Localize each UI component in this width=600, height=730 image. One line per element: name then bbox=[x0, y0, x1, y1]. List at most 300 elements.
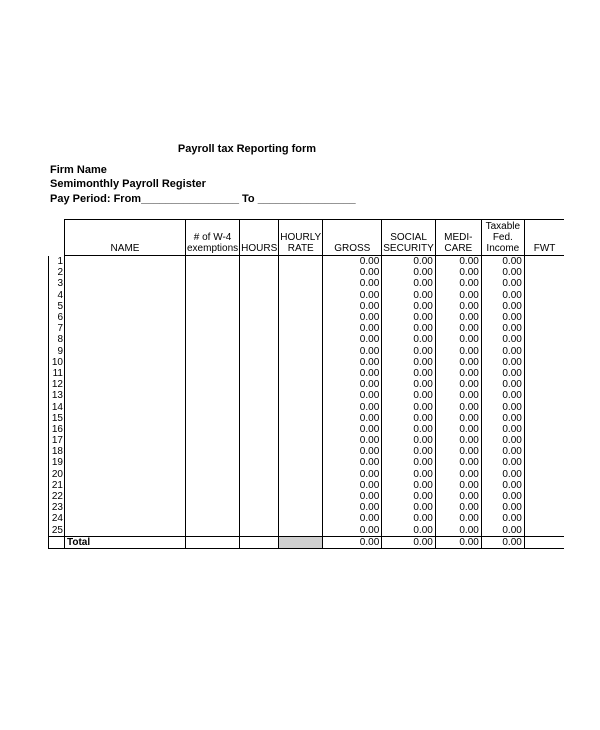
name-column-header: NAME bbox=[65, 220, 186, 256]
hours-cell[interactable] bbox=[240, 256, 279, 268]
hourly-rate-cell[interactable] bbox=[279, 413, 323, 424]
fwt-cell[interactable] bbox=[524, 491, 564, 502]
gross-cell: 0.00 bbox=[323, 502, 382, 513]
medicare-cell: 0.00 bbox=[435, 469, 481, 480]
w4-exemptions-column-header: # of W-4 exemptions bbox=[186, 220, 240, 256]
row-number-header bbox=[49, 220, 65, 256]
medicare-cell: 0.00 bbox=[435, 401, 481, 412]
gross-cell: 0.00 bbox=[323, 513, 382, 524]
table-row bbox=[49, 424, 565, 435]
w4-exemptions-cell[interactable] bbox=[186, 357, 240, 368]
fwt-cell[interactable] bbox=[524, 334, 564, 345]
row-number: 7 bbox=[49, 323, 65, 334]
hours-cell[interactable] bbox=[240, 312, 279, 323]
row-number: 8 bbox=[49, 334, 65, 345]
name-cell[interactable] bbox=[65, 413, 186, 424]
name-cell[interactable] bbox=[65, 424, 186, 435]
table-row bbox=[49, 413, 565, 424]
medicare-cell: 0.00 bbox=[435, 368, 481, 379]
gross-column-header: GROSS bbox=[323, 220, 382, 256]
row-number: 15 bbox=[49, 413, 65, 424]
gross-cell: 0.00 bbox=[323, 379, 382, 390]
hours-cell[interactable] bbox=[240, 435, 279, 446]
w4-exemptions-cell[interactable] bbox=[186, 457, 240, 468]
gross-cell: 0.00 bbox=[323, 401, 382, 412]
hours-cell[interactable] bbox=[240, 491, 279, 502]
gross-cell: 0.00 bbox=[323, 312, 382, 323]
table-row bbox=[49, 401, 565, 412]
hourly-rate-cell[interactable] bbox=[279, 346, 323, 357]
total-label: Total bbox=[65, 536, 186, 548]
taxable-fed-income-cell: 0.00 bbox=[481, 513, 524, 524]
hours-cell[interactable] bbox=[240, 390, 279, 401]
hourly-rate-cell[interactable] bbox=[279, 290, 323, 301]
taxable-fed-income-cell: 0.00 bbox=[481, 312, 524, 323]
hours-cell[interactable] bbox=[240, 278, 279, 289]
table-row bbox=[49, 256, 565, 268]
table-row bbox=[49, 346, 565, 357]
name-cell[interactable] bbox=[65, 256, 186, 268]
taxable-fed-income-cell: 0.00 bbox=[481, 446, 524, 457]
fwt-cell[interactable] bbox=[524, 379, 564, 390]
table-row bbox=[49, 491, 565, 502]
medicare-cell: 0.00 bbox=[435, 424, 481, 435]
gross-cell: 0.00 bbox=[323, 424, 382, 435]
w4-exemptions-cell[interactable] bbox=[186, 368, 240, 379]
taxable-fed-income-cell: 0.00 bbox=[481, 424, 524, 435]
name-cell[interactable] bbox=[65, 368, 186, 379]
name-cell[interactable] bbox=[65, 469, 186, 480]
social-security-cell: 0.00 bbox=[382, 457, 436, 468]
name-cell[interactable] bbox=[65, 480, 186, 491]
social-security-cell: 0.00 bbox=[382, 334, 436, 345]
fwt-cell[interactable] bbox=[524, 357, 564, 368]
hourly-rate-cell[interactable] bbox=[279, 502, 323, 513]
social-security-cell: 0.00 bbox=[382, 446, 436, 457]
medicare-cell: 0.00 bbox=[435, 256, 481, 268]
gross-cell: 0.00 bbox=[323, 301, 382, 312]
hours-cell[interactable] bbox=[240, 513, 279, 524]
social-security-cell: 0.00 bbox=[382, 301, 436, 312]
hours-cell[interactable] bbox=[240, 301, 279, 312]
fwt-cell[interactable] bbox=[524, 256, 564, 268]
fwt-cell[interactable] bbox=[524, 513, 564, 524]
w4-exemptions-cell[interactable] bbox=[186, 491, 240, 502]
medicare-cell: 0.00 bbox=[435, 390, 481, 401]
medicare-cell: 0.00 bbox=[435, 379, 481, 390]
medicare-cell: 0.00 bbox=[435, 290, 481, 301]
name-cell[interactable] bbox=[65, 435, 186, 446]
taxable-fed-income-cell: 0.00 bbox=[481, 401, 524, 412]
row-number: 10 bbox=[49, 357, 65, 368]
w4-exemptions-cell[interactable] bbox=[186, 401, 240, 412]
taxable-fed-income-cell: 0.00 bbox=[481, 469, 524, 480]
w4-exemptions-cell[interactable] bbox=[186, 323, 240, 334]
name-cell[interactable] bbox=[65, 267, 186, 278]
social-security-cell: 0.00 bbox=[382, 379, 436, 390]
row-number: 12 bbox=[49, 379, 65, 390]
payroll-register-table bbox=[48, 219, 564, 549]
fwt-column-header: FWT bbox=[524, 220, 564, 256]
social-security-cell: 0.00 bbox=[382, 491, 436, 502]
w4-exemptions-cell[interactable] bbox=[186, 435, 240, 446]
medicare-cell: 0.00 bbox=[435, 357, 481, 368]
w4-exemptions-cell[interactable] bbox=[186, 312, 240, 323]
gross-cell: 0.00 bbox=[323, 469, 382, 480]
taxable-fed-income-cell: 0.00 bbox=[481, 390, 524, 401]
gross-cell: 0.00 bbox=[323, 435, 382, 446]
total-row bbox=[49, 536, 565, 548]
hours-cell[interactable] bbox=[240, 368, 279, 379]
name-cell[interactable] bbox=[65, 301, 186, 312]
name-cell[interactable] bbox=[65, 323, 186, 334]
w4-exemptions-cell[interactable] bbox=[186, 390, 240, 401]
hours-cell[interactable] bbox=[240, 424, 279, 435]
fwt-cell[interactable] bbox=[524, 457, 564, 468]
social-security-cell: 0.00 bbox=[382, 368, 436, 379]
fwt-cell[interactable] bbox=[524, 278, 564, 289]
gross-cell: 0.00 bbox=[323, 334, 382, 345]
table-row bbox=[49, 278, 565, 289]
hourly-rate-cell[interactable] bbox=[279, 457, 323, 468]
medicare-cell: 0.00 bbox=[435, 334, 481, 345]
table-row bbox=[49, 525, 565, 537]
gross-cell: 0.00 bbox=[323, 346, 382, 357]
taxable-fed-income-cell: 0.00 bbox=[481, 413, 524, 424]
taxable-fed-income-cell: 0.00 bbox=[481, 480, 524, 491]
hourly-rate-cell[interactable] bbox=[279, 491, 323, 502]
table-row bbox=[49, 379, 565, 390]
hours-cell[interactable] bbox=[240, 346, 279, 357]
table-row bbox=[49, 323, 565, 334]
taxable-fed-income-cell: 0.00 bbox=[481, 379, 524, 390]
hours-cell[interactable] bbox=[240, 401, 279, 412]
hourly-rate-cell[interactable] bbox=[279, 256, 323, 268]
medicare-cell: 0.00 bbox=[435, 502, 481, 513]
name-cell[interactable] bbox=[65, 513, 186, 524]
table-row bbox=[49, 480, 565, 491]
table-row bbox=[49, 502, 565, 513]
medicare-cell: 0.00 bbox=[435, 267, 481, 278]
name-cell[interactable] bbox=[65, 290, 186, 301]
social-security-cell: 0.00 bbox=[382, 390, 436, 401]
gross-cell: 0.00 bbox=[323, 256, 382, 268]
social-security-column-header: SOCIAL SECURITY bbox=[382, 220, 436, 256]
social-security-cell: 0.00 bbox=[382, 525, 436, 537]
hours-cell[interactable] bbox=[240, 525, 279, 537]
taxable-fed-income-column-header: Taxable Fed. Income bbox=[481, 220, 524, 256]
fwt-cell[interactable] bbox=[524, 267, 564, 278]
w4-exemptions-cell[interactable] bbox=[186, 278, 240, 289]
total-row-number bbox=[49, 536, 65, 548]
total-fwt bbox=[524, 536, 564, 548]
row-number: 21 bbox=[49, 480, 65, 491]
w4-exemptions-cell[interactable] bbox=[186, 334, 240, 345]
hours-cell[interactable] bbox=[240, 457, 279, 468]
row-number: 1 bbox=[49, 256, 65, 268]
total-w4-cell bbox=[186, 536, 240, 548]
medicare-cell: 0.00 bbox=[435, 491, 481, 502]
hourly-rate-cell[interactable] bbox=[279, 401, 323, 412]
hourly-rate-cell[interactable] bbox=[279, 368, 323, 379]
hourly-rate-cell[interactable] bbox=[279, 379, 323, 390]
total-rate-shaded-cell bbox=[279, 536, 323, 548]
medicare-cell: 0.00 bbox=[435, 513, 481, 524]
row-number: 17 bbox=[49, 435, 65, 446]
name-cell[interactable] bbox=[65, 278, 186, 289]
row-number: 3 bbox=[49, 278, 65, 289]
table-row bbox=[49, 290, 565, 301]
hours-cell[interactable] bbox=[240, 469, 279, 480]
table-row bbox=[49, 368, 565, 379]
row-number: 25 bbox=[49, 525, 65, 537]
w4-exemptions-cell[interactable] bbox=[186, 525, 240, 537]
taxable-fed-income-cell: 0.00 bbox=[481, 368, 524, 379]
row-number: 18 bbox=[49, 446, 65, 457]
taxable-fed-income-cell: 0.00 bbox=[481, 256, 524, 268]
row-number: 20 bbox=[49, 469, 65, 480]
taxable-fed-income-cell: 0.00 bbox=[481, 267, 524, 278]
gross-cell: 0.00 bbox=[323, 278, 382, 289]
social-security-cell: 0.00 bbox=[382, 413, 436, 424]
pay-period-line: Pay Period: From________________ To ________________ bbox=[50, 193, 356, 205]
form-title: Payroll tax Reporting form bbox=[177, 143, 317, 155]
hours-cell[interactable] bbox=[240, 446, 279, 457]
fwt-cell[interactable] bbox=[524, 525, 564, 537]
table-row bbox=[49, 390, 565, 401]
name-cell[interactable] bbox=[65, 457, 186, 468]
name-cell[interactable] bbox=[65, 401, 186, 412]
fwt-cell[interactable] bbox=[524, 413, 564, 424]
gross-cell: 0.00 bbox=[323, 390, 382, 401]
total-hours-cell bbox=[240, 536, 279, 548]
hourly-rate-cell[interactable] bbox=[279, 513, 323, 524]
w4-exemptions-cell[interactable] bbox=[186, 424, 240, 435]
fwt-cell[interactable] bbox=[524, 323, 564, 334]
fwt-cell[interactable] bbox=[524, 469, 564, 480]
name-cell[interactable] bbox=[65, 491, 186, 502]
firm-name-label: Firm Name bbox=[50, 164, 107, 176]
table-header-row bbox=[49, 220, 565, 256]
social-security-cell: 0.00 bbox=[382, 312, 436, 323]
hourly-rate-cell[interactable] bbox=[279, 525, 323, 537]
medicare-cell: 0.00 bbox=[435, 525, 481, 537]
hourly-rate-cell[interactable] bbox=[279, 278, 323, 289]
w4-exemptions-cell[interactable] bbox=[186, 513, 240, 524]
gross-cell: 0.00 bbox=[323, 357, 382, 368]
medicare-cell: 0.00 bbox=[435, 457, 481, 468]
fwt-cell[interactable] bbox=[524, 502, 564, 513]
table-row bbox=[49, 446, 565, 457]
social-security-cell: 0.00 bbox=[382, 435, 436, 446]
row-number: 2 bbox=[49, 267, 65, 278]
name-cell[interactable] bbox=[65, 390, 186, 401]
hourly-rate-cell[interactable] bbox=[279, 480, 323, 491]
medicare-cell: 0.00 bbox=[435, 435, 481, 446]
gross-cell: 0.00 bbox=[323, 446, 382, 457]
hourly-rate-cell[interactable] bbox=[279, 435, 323, 446]
taxable-fed-income-cell: 0.00 bbox=[481, 502, 524, 513]
row-number: 19 bbox=[49, 457, 65, 468]
table-row bbox=[49, 301, 565, 312]
register-label: Semimonthly Payroll Register bbox=[50, 178, 206, 190]
fwt-cell[interactable] bbox=[524, 368, 564, 379]
table-row bbox=[49, 457, 565, 468]
social-security-cell: 0.00 bbox=[382, 290, 436, 301]
social-security-cell: 0.00 bbox=[382, 256, 436, 268]
row-number: 6 bbox=[49, 312, 65, 323]
row-number: 9 bbox=[49, 346, 65, 357]
hourly-rate-cell[interactable] bbox=[279, 469, 323, 480]
taxable-fed-income-cell: 0.00 bbox=[481, 491, 524, 502]
table-row bbox=[49, 513, 565, 524]
w4-exemptions-cell[interactable] bbox=[186, 256, 240, 268]
hourly-rate-cell[interactable] bbox=[279, 446, 323, 457]
total-medicare: 0.00 bbox=[435, 536, 481, 548]
hourly-rate-column-header: HOURLY RATE bbox=[279, 220, 323, 256]
gross-cell: 0.00 bbox=[323, 525, 382, 537]
gross-cell: 0.00 bbox=[323, 480, 382, 491]
name-cell[interactable] bbox=[65, 379, 186, 390]
hourly-rate-cell[interactable] bbox=[279, 312, 323, 323]
fwt-cell[interactable] bbox=[524, 401, 564, 412]
w4-exemptions-cell[interactable] bbox=[186, 446, 240, 457]
hourly-rate-cell[interactable] bbox=[279, 390, 323, 401]
row-number: 23 bbox=[49, 502, 65, 513]
name-cell[interactable] bbox=[65, 312, 186, 323]
w4-exemptions-cell[interactable] bbox=[186, 346, 240, 357]
gross-cell: 0.00 bbox=[323, 323, 382, 334]
medicare-cell: 0.00 bbox=[435, 413, 481, 424]
taxable-fed-income-cell: 0.00 bbox=[481, 346, 524, 357]
w4-exemptions-cell[interactable] bbox=[186, 290, 240, 301]
row-number: 22 bbox=[49, 491, 65, 502]
social-security-cell: 0.00 bbox=[382, 323, 436, 334]
row-number: 11 bbox=[49, 368, 65, 379]
gross-cell: 0.00 bbox=[323, 368, 382, 379]
medicare-cell: 0.00 bbox=[435, 323, 481, 334]
total-gross: 0.00 bbox=[323, 536, 382, 548]
taxable-fed-income-cell: 0.00 bbox=[481, 435, 524, 446]
taxable-fed-income-cell: 0.00 bbox=[481, 278, 524, 289]
row-number: 13 bbox=[49, 390, 65, 401]
taxable-fed-income-cell: 0.00 bbox=[481, 301, 524, 312]
social-security-cell: 0.00 bbox=[382, 480, 436, 491]
fwt-cell[interactable] bbox=[524, 424, 564, 435]
table-row bbox=[49, 469, 565, 480]
social-security-cell: 0.00 bbox=[382, 469, 436, 480]
fwt-cell[interactable] bbox=[524, 346, 564, 357]
hours-cell[interactable] bbox=[240, 267, 279, 278]
hours-cell[interactable] bbox=[240, 379, 279, 390]
hours-cell[interactable] bbox=[240, 290, 279, 301]
social-security-cell: 0.00 bbox=[382, 278, 436, 289]
row-number: 4 bbox=[49, 290, 65, 301]
table-row bbox=[49, 267, 565, 278]
row-number: 14 bbox=[49, 401, 65, 412]
taxable-fed-income-cell: 0.00 bbox=[481, 357, 524, 368]
w4-exemptions-cell[interactable] bbox=[186, 480, 240, 491]
name-cell[interactable] bbox=[65, 346, 186, 357]
taxable-fed-income-cell: 0.00 bbox=[481, 334, 524, 345]
hourly-rate-cell[interactable] bbox=[279, 323, 323, 334]
name-cell[interactable] bbox=[65, 446, 186, 457]
social-security-cell: 0.00 bbox=[382, 346, 436, 357]
hours-cell[interactable] bbox=[240, 413, 279, 424]
medicare-cell: 0.00 bbox=[435, 346, 481, 357]
medicare-column-header: MEDI- CARE bbox=[435, 220, 481, 256]
social-security-cell: 0.00 bbox=[382, 424, 436, 435]
hours-cell[interactable] bbox=[240, 357, 279, 368]
medicare-cell: 0.00 bbox=[435, 446, 481, 457]
gross-cell: 0.00 bbox=[323, 290, 382, 301]
name-cell[interactable] bbox=[65, 525, 186, 537]
hourly-rate-cell[interactable] bbox=[279, 267, 323, 278]
table-row bbox=[49, 357, 565, 368]
total-taxable-fed-income: 0.00 bbox=[481, 536, 524, 548]
taxable-fed-income-cell: 0.00 bbox=[481, 290, 524, 301]
hourly-rate-cell[interactable] bbox=[279, 357, 323, 368]
medicare-cell: 0.00 bbox=[435, 278, 481, 289]
row-number: 24 bbox=[49, 513, 65, 524]
hourly-rate-cell[interactable] bbox=[279, 424, 323, 435]
hours-cell[interactable] bbox=[240, 323, 279, 334]
hours-cell[interactable] bbox=[240, 334, 279, 345]
w4-exemptions-cell[interactable] bbox=[186, 379, 240, 390]
hours-cell[interactable] bbox=[240, 480, 279, 491]
table-row bbox=[49, 435, 565, 446]
name-cell[interactable] bbox=[65, 334, 186, 345]
hourly-rate-cell[interactable] bbox=[279, 334, 323, 345]
gross-cell: 0.00 bbox=[323, 267, 382, 278]
gross-cell: 0.00 bbox=[323, 457, 382, 468]
medicare-cell: 0.00 bbox=[435, 301, 481, 312]
fwt-cell[interactable] bbox=[524, 290, 564, 301]
fwt-cell[interactable] bbox=[524, 480, 564, 491]
taxable-fed-income-cell: 0.00 bbox=[481, 457, 524, 468]
gross-cell: 0.00 bbox=[323, 413, 382, 424]
fwt-cell[interactable] bbox=[524, 446, 564, 457]
table-row bbox=[49, 312, 565, 323]
name-cell[interactable] bbox=[65, 502, 186, 513]
gross-cell: 0.00 bbox=[323, 491, 382, 502]
fwt-cell[interactable] bbox=[524, 435, 564, 446]
w4-exemptions-cell[interactable] bbox=[186, 301, 240, 312]
w4-exemptions-cell[interactable] bbox=[186, 413, 240, 424]
social-security-cell: 0.00 bbox=[382, 357, 436, 368]
fwt-cell[interactable] bbox=[524, 301, 564, 312]
fwt-cell[interactable] bbox=[524, 390, 564, 401]
fwt-cell[interactable] bbox=[524, 312, 564, 323]
taxable-fed-income-cell: 0.00 bbox=[481, 525, 524, 537]
social-security-cell: 0.00 bbox=[382, 502, 436, 513]
w4-exemptions-cell[interactable] bbox=[186, 469, 240, 480]
row-number: 5 bbox=[49, 301, 65, 312]
w4-exemptions-cell[interactable] bbox=[186, 267, 240, 278]
total-social-security: 0.00 bbox=[382, 536, 436, 548]
w4-exemptions-cell[interactable] bbox=[186, 502, 240, 513]
hours-column-header: HOURS bbox=[240, 220, 279, 256]
hours-cell[interactable] bbox=[240, 502, 279, 513]
social-security-cell: 0.00 bbox=[382, 267, 436, 278]
medicare-cell: 0.00 bbox=[435, 312, 481, 323]
table-row bbox=[49, 334, 565, 345]
taxable-fed-income-cell: 0.00 bbox=[481, 323, 524, 334]
social-security-cell: 0.00 bbox=[382, 513, 436, 524]
hourly-rate-cell[interactable] bbox=[279, 301, 323, 312]
name-cell[interactable] bbox=[65, 357, 186, 368]
medicare-cell: 0.00 bbox=[435, 480, 481, 491]
